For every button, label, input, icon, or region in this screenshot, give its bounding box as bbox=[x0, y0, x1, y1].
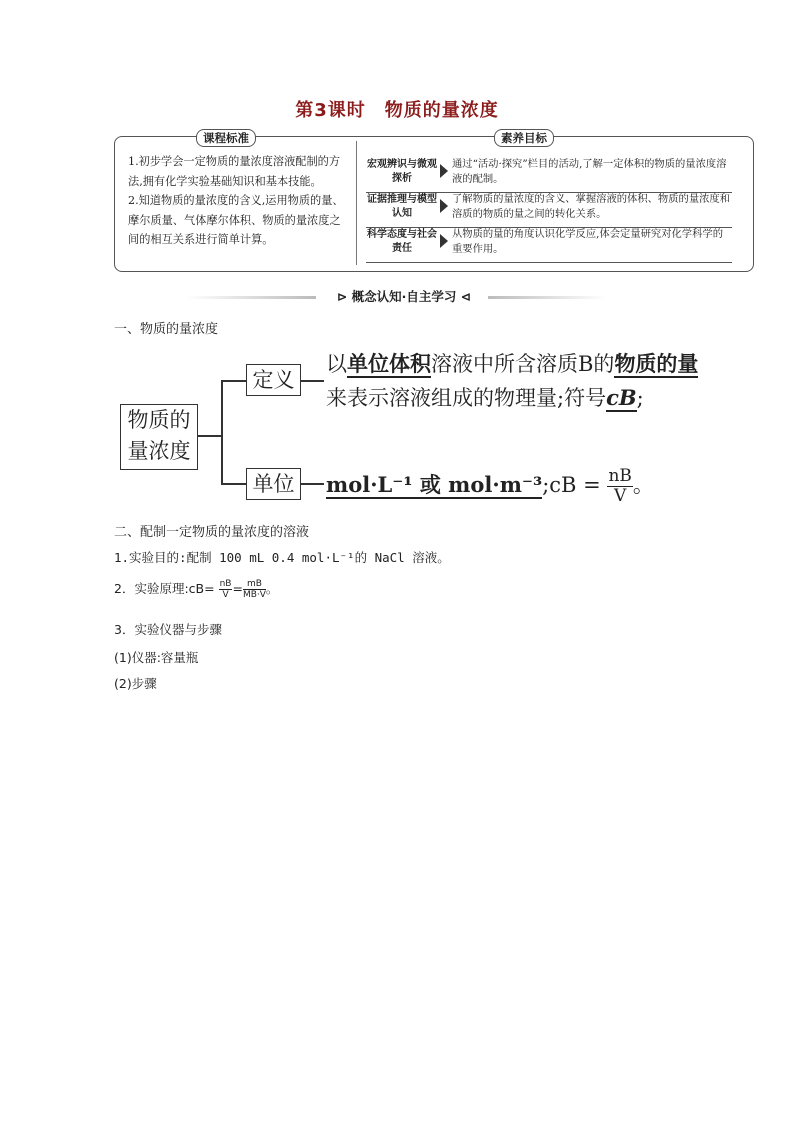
banner-line bbox=[488, 296, 606, 299]
arrow-right-icon bbox=[440, 164, 448, 178]
definition-line1 bbox=[326, 347, 698, 381]
goal-label: 科学态度与社会责任 bbox=[367, 229, 437, 254]
goal-row bbox=[366, 156, 732, 193]
unit-box: 单位 bbox=[246, 468, 301, 500]
fraction-denominator: V bbox=[222, 590, 229, 600]
fraction-denominator: V bbox=[614, 486, 627, 506]
definition-line2 bbox=[326, 381, 644, 415]
definition-text: ; bbox=[636, 386, 644, 410]
standards-item: 1.初步学会一定物质的量浓度溶液配制的方法,拥有化学实验基础知识和基本技能。 bbox=[128, 155, 341, 188]
definition-box: 定义 bbox=[246, 364, 301, 396]
standards-header: 课程标准 bbox=[196, 129, 256, 147]
paragraph: (1)仪器:容量瓶 bbox=[114, 650, 199, 665]
unit-text: 。 bbox=[632, 473, 654, 497]
fraction-numerator: nB bbox=[608, 466, 632, 486]
goal-text: 通过“活动·探究”栏目的活动,了解一定体积的物质的量浓度溶液的配制。 bbox=[452, 158, 727, 185]
paragraph: 3．实验仪器与步骤 bbox=[114, 622, 222, 637]
tree-connector bbox=[197, 435, 221, 437]
paragraph: = bbox=[232, 581, 243, 596]
section-heading: 二、配制一定物质的量浓度的溶液 bbox=[114, 525, 310, 540]
tree-connector bbox=[300, 483, 324, 485]
paragraph: 1.实验目的:配制 100 mL 0.4 mol·L⁻¹的 NaCl 溶液。 bbox=[114, 550, 450, 565]
arrow-right-icon bbox=[440, 199, 448, 213]
tree-connector bbox=[221, 380, 246, 382]
paragraph: (2)步骤 bbox=[114, 676, 157, 691]
tree-connector bbox=[300, 380, 324, 382]
tree-connector bbox=[221, 380, 223, 484]
unit-fraction bbox=[607, 467, 632, 506]
principle-line bbox=[114, 574, 278, 604]
standards-list bbox=[128, 152, 348, 250]
paragraph: 2．实验原理:cB= bbox=[114, 581, 215, 596]
concept-root-line: 物质的 bbox=[127, 408, 191, 432]
goal-row bbox=[366, 191, 732, 228]
definition-text: 溶液中所含溶质B的 bbox=[431, 352, 615, 376]
unit-line bbox=[326, 467, 654, 506]
definition-text: 以 bbox=[326, 352, 347, 376]
goals-header: 素养目标 bbox=[494, 129, 554, 147]
goal-text: 从物质的量的角度认识化学反应,体会定量研究对化学科学的重要作用。 bbox=[452, 228, 723, 255]
goal-label: 宏观辨识与微观探析 bbox=[367, 159, 437, 184]
fraction-denominator: MB·V bbox=[242, 590, 266, 600]
goal-label: 证据推理与模型认知 bbox=[367, 194, 437, 219]
page-title: 第3课时 物质的量浓度 bbox=[295, 100, 499, 121]
unit-text: ;cB = bbox=[542, 473, 601, 497]
arrow-right-icon bbox=[440, 234, 448, 248]
concept-root-box bbox=[120, 404, 198, 470]
formula-fraction bbox=[243, 579, 266, 600]
banner-line bbox=[186, 296, 316, 299]
section-banner: ⊳ 概念认知·自主学习 ⊲ bbox=[336, 289, 472, 304]
definition-symbol: cB bbox=[606, 385, 637, 410]
goal-text: 了解物质的量浓度的含义、掌握溶液的体积、物质的量浓度和溶质的物质的量之间的转化关系。 bbox=[452, 193, 731, 220]
definition-text: 来表示溶液组成的物理量;符号 bbox=[326, 386, 607, 410]
section-heading: 一、物质的量浓度 bbox=[114, 322, 219, 337]
tree-connector bbox=[221, 483, 246, 485]
fraction-numerator: mB bbox=[243, 579, 266, 590]
objectives-divider bbox=[356, 141, 357, 265]
unit-blank: mol·L⁻¹ 或 mol·m⁻³ bbox=[326, 472, 543, 497]
fraction-numerator: nB bbox=[219, 579, 232, 589]
paragraph: 。 bbox=[265, 581, 279, 596]
goal-row bbox=[366, 226, 732, 263]
definition-blank: 物质的量 bbox=[614, 351, 699, 376]
standards-item: 2.知道物质的量浓度的含义,运用物质的量、摩尔质量、气体摩尔体积、物质的量浓度之间的相互关系进行简单计算。 bbox=[128, 194, 344, 246]
definition-blank: 单位体积 bbox=[347, 351, 431, 376]
concept-root-line: 量浓度 bbox=[127, 439, 191, 463]
formula-fraction bbox=[219, 579, 233, 600]
